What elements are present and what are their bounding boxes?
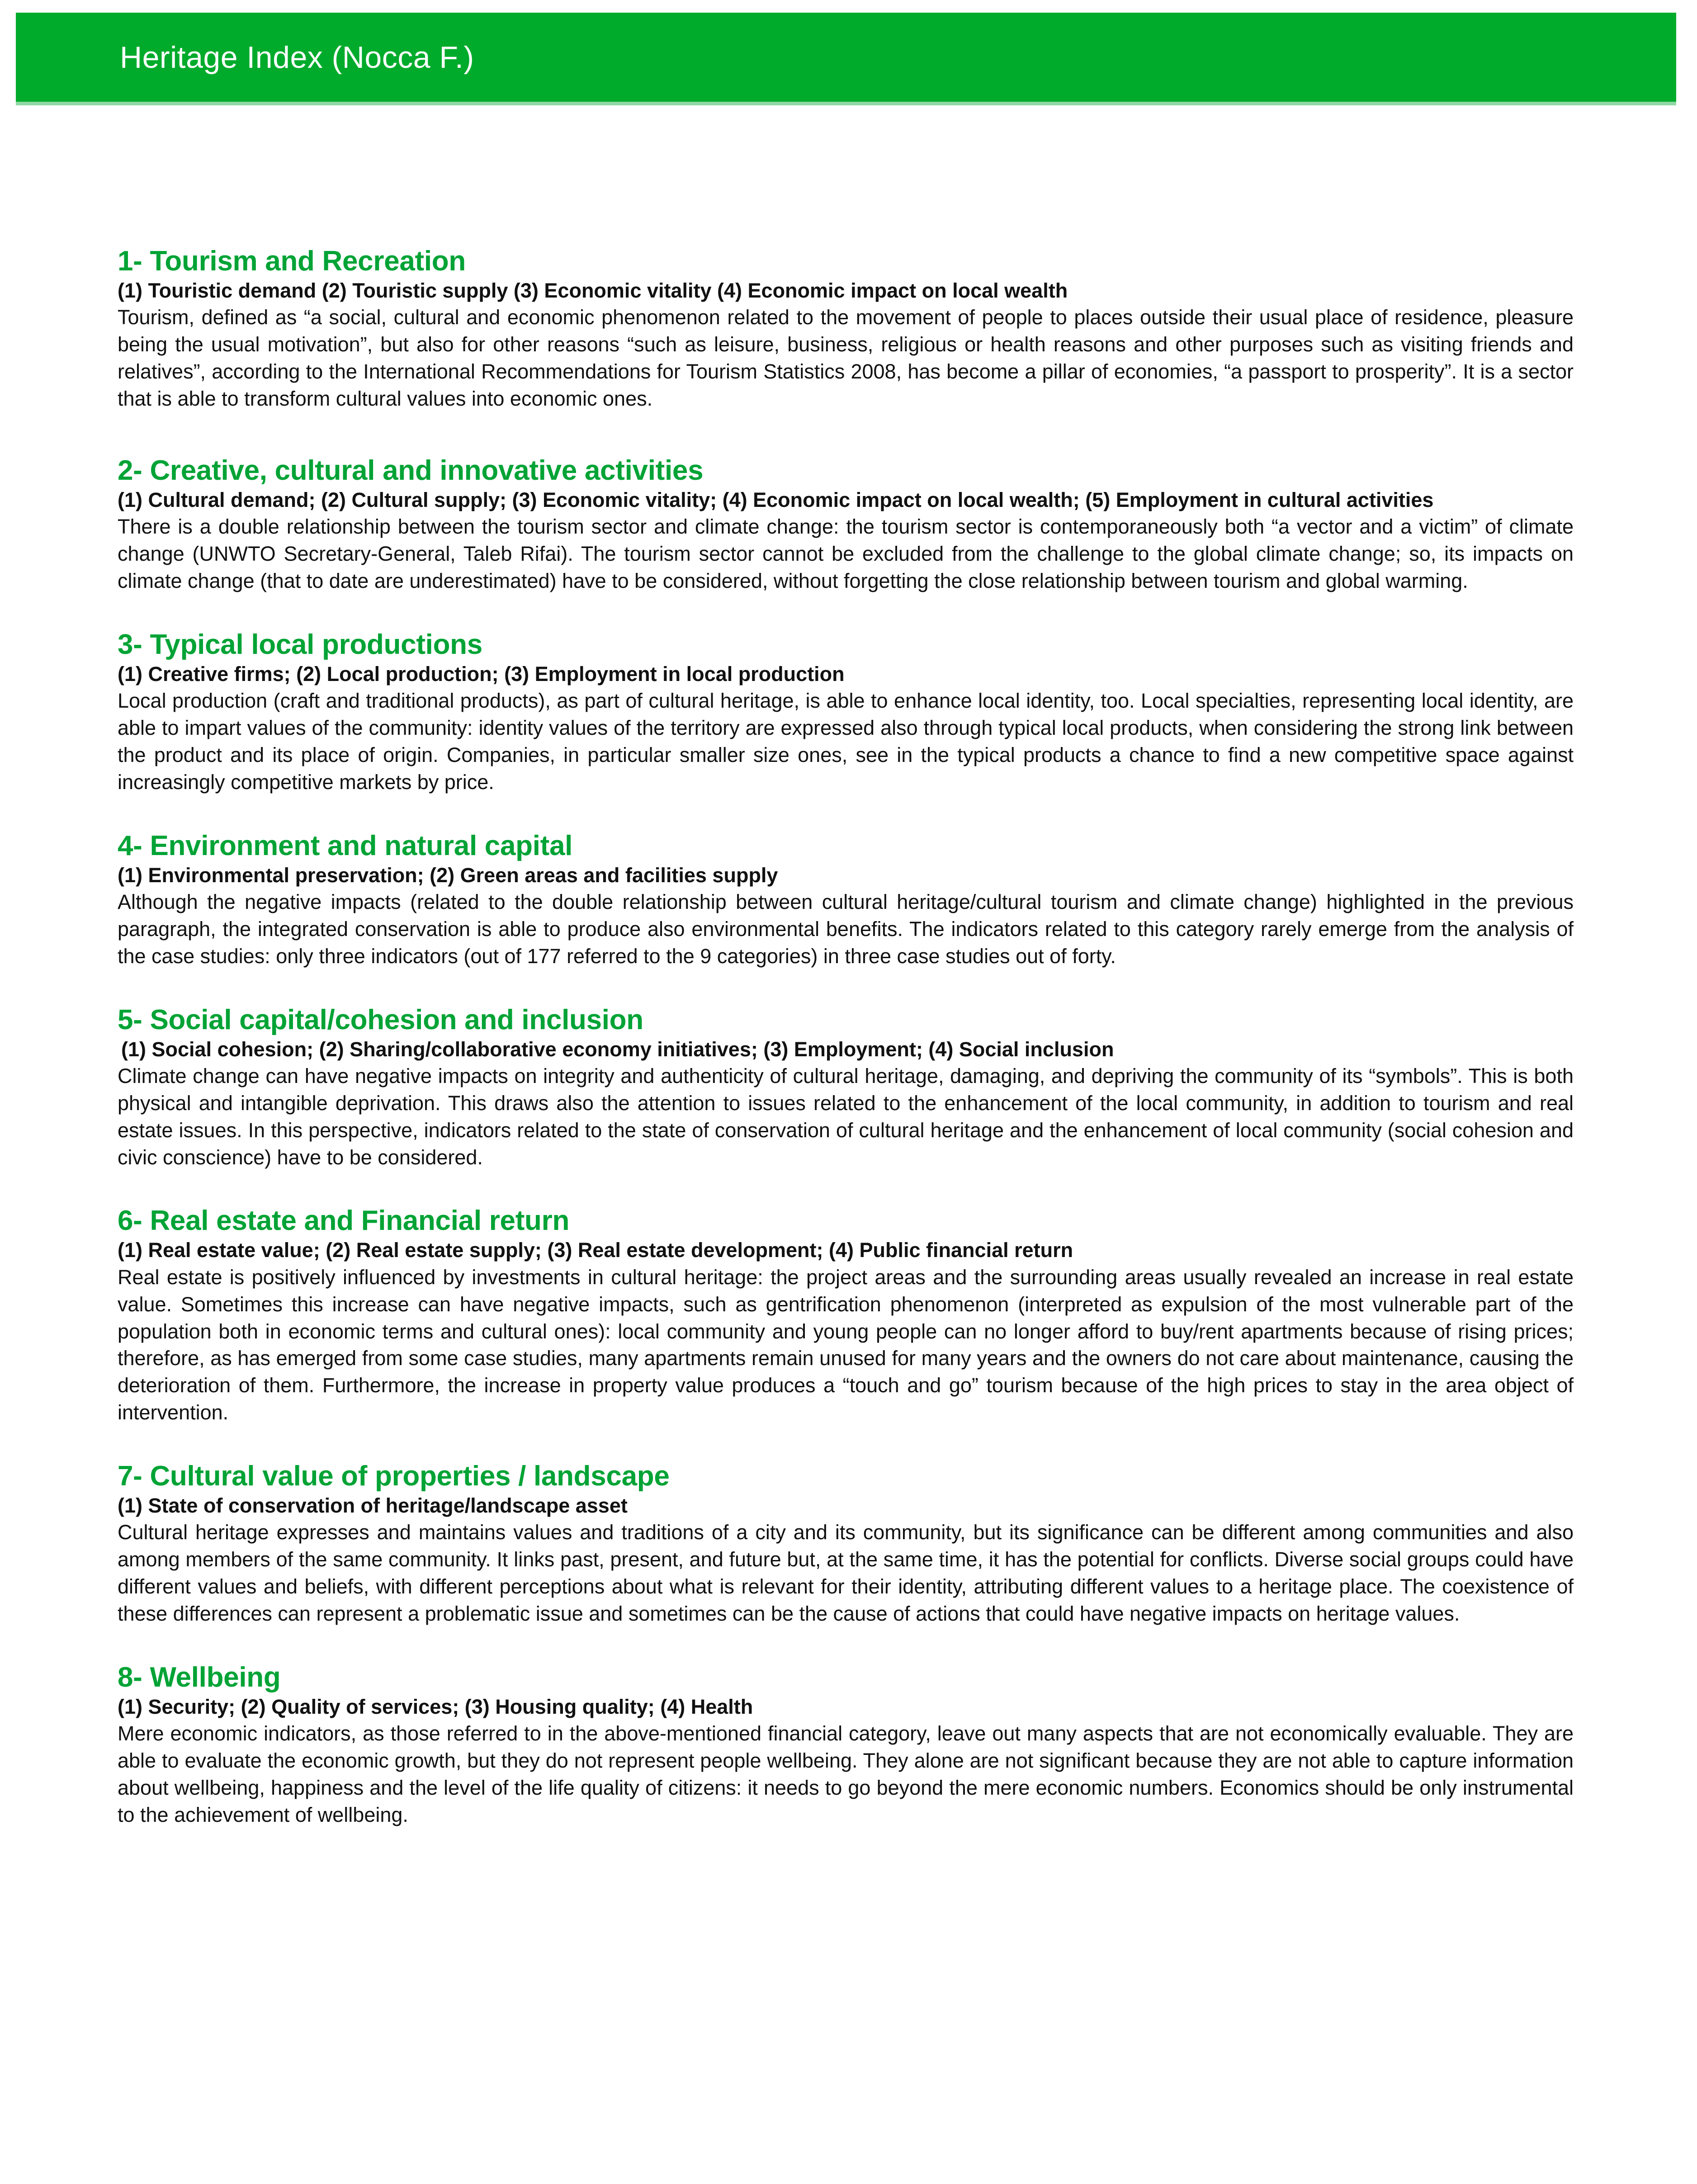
section-indicators: (1) Cultural demand; (2) Cultural supply; (3) Economic vitality; (4) Economic impact on local wealth; (5) Employment in cultural activities: [118, 488, 1434, 511]
section-spacer: [118, 595, 1574, 630]
section-spacer: [118, 796, 1574, 831]
section-indicators: (1) Real estate value; (2) Real estate supply; (3) Real estate development; (4) Public financial return: [118, 1239, 1073, 1262]
section-body: Real estate is positively influenced by investments in cultural heritage: the project areas and the surrounding areas usually revealed an increase in real estate value. Sometimes this increase can have negative impacts, such as gentrification phenomenon (interpreted as expulsion of the most vulnerable part of the population both in economic terms and cultural ones): local community and young people can no longer afford to buy/rent apartments because of rising prices; therefore, as has emerged from some case studies, many apartments remain unused for many years and the owners do not care about maintenance, causing the deterioration of them. Furthermore, the increase in property value produces a “touch and go” tourism because of the high prices to stay in the area object of intervention.: [118, 1265, 1574, 1424]
section-body: Tourism, defined as “a social, cultural and economic phenomenon related to the movement of people to places outside their usual place of residence, pleasure being the usual motivation”, but also for other reasons “such as leisure, business, religious or health reasons and other purposes such as visiting friends and relatives”, according to the International Recommendations for Tourism Statistics 2008, has become a pillar of economies, “a passport to prosperity”. It is a sector that is able to transform cultural values into economic ones.: [118, 306, 1574, 410]
section-heading: 6- Real estate and Financial return: [118, 1205, 570, 1237]
section-heading: 5- Social capital/cohesion and inclusion: [118, 1004, 643, 1035]
section-heading: 3- Typical local productions: [118, 629, 482, 660]
section-heading: 2- Creative, cultural and innovative activities: [118, 454, 704, 486]
section-body: Local production (craft and traditional products), as part of cultural heritage, is able to enhance local identity, too. Local specialties, representing local identity, are able to impart values of the community: identity values of the territory are expressed also through typical local products, when considering the strong link between the product and its place of origin. Companies, in particular smaller size ones, see in the typical products a chance to find a new competitive space against increasingly competitive markets by price.: [118, 689, 1574, 794]
section-spacer: [118, 970, 1574, 1005]
section-heading: 8- Wellbeing: [118, 1661, 281, 1693]
section-indicators: (1) Environmental preservation; (2) Green areas and facilities supply: [118, 863, 778, 887]
section-body: There is a double relationship between the tourism sector and climate change: the tourism sector is contemporaneously both “a vector and a victim” of climate change (UNWTO Secretary-General, Taleb Rifai). The tourism sector cannot be excluded from the challenge to the global climate change; so, its impacts on climate change (that to date are underestimated) have to be considered, without forgetting the close relationship between tourism and global warming.: [118, 515, 1574, 592]
section-body: Climate change can have negative impacts on integrity and authenticity of cultural heritage, damaging, and depriving the community of its “symbols”. This is both physical and intangible deprivation. This draws also the attention to issues related to the enhancement of the local community, in addition to tourism and real estate issues. In this perspective, indicators related to the state of conservation of cultural heritage and the enhancement of local community (social cohesion and civic conscience) have to be considered.: [118, 1064, 1574, 1169]
section-heading: 1- Tourism and Recreation: [118, 246, 466, 277]
section-spacer: [118, 412, 1574, 456]
section-body: Although the negative impacts (related to the double relationship between cultural heritage/cultural tourism and climate change) highlighted in the previous paragraph, the integrated conservation is able to produce also environmental benefits. The indicators related to this category rarely emerge from the analysis of the case studies: only three indicators (out of 177 referred to the 9 categories) in three case studies out of forty.: [118, 890, 1574, 968]
section-spacer: [118, 1426, 1574, 1461]
section-indicators: (1) Creative firms; (2) Local production; (3) Employment in local production: [118, 662, 845, 685]
section-body: Cultural heritage expresses and maintains values and traditions of a city and its community, but its significance can be different among communities and also among members of the same community. It links past, present, and future but, at the same time, it has the potential for conflicts. Diverse social groups could have different values and beliefs, with different perceptions about what is relevant for their identity, attributing different values to a heritage place. The coexistence of these differences can represent a problematic issue and sometimes can be the cause of actions that could have negative impacts on heritage values.: [118, 1521, 1574, 1625]
section-social-capital-cohesion-and-inclusion: [118, 1005, 1574, 1171]
section-heading: 4- Environment and natural capital: [118, 830, 573, 861]
section-indicators: (1) Social cohesion; (2) Sharing/collaborative economy initiatives; (3) Employment; (4) Social inclusion: [121, 1037, 1114, 1061]
section-creative-cultural-innovative-activities: [118, 456, 1574, 595]
sections-container: [118, 246, 1574, 1829]
page-title: Heritage Index (Nocca F.): [120, 40, 474, 75]
section-cultural-value-of-properties-landscape: [118, 1461, 1574, 1627]
section-typical-local-productions: [118, 630, 1574, 796]
section-indicators: (1) State of conservation of heritage/landscape asset: [118, 1494, 628, 1517]
section-heading: 7- Cultural value of properties / landscape: [118, 1460, 670, 1492]
header-banner: [16, 13, 1676, 102]
section-wellbeing: [118, 1663, 1574, 1829]
section-body: Mere economic indicators, as those referred to in the above-mentioned financial category, leave out many aspects that are not economically evaluable. They are able to evaluate the economic growth, but they do not represent people wellbeing. They alone are not significant because they are not able to capture information about wellbeing, happiness and the level of the life quality of citizens: it needs to go beyond the mere economic numbers. Economics should be only instrumental to the achievement of wellbeing.: [118, 1722, 1574, 1826]
section-real-estate-and-financial-return: [118, 1206, 1574, 1426]
section-tourism-and-recreation: [118, 246, 1574, 412]
section-spacer: [118, 1627, 1574, 1663]
section-environment-and-natural-capital: [118, 831, 1574, 970]
section-indicators: (1) Security; (2) Quality of services; (3) Housing quality; (4) Health: [118, 1695, 753, 1718]
section-indicators: (1) Touristic demand (2) Touristic supply (3) Economic vitality (4) Economic impact on local wealth: [118, 279, 1068, 302]
section-spacer: [118, 1171, 1574, 1206]
